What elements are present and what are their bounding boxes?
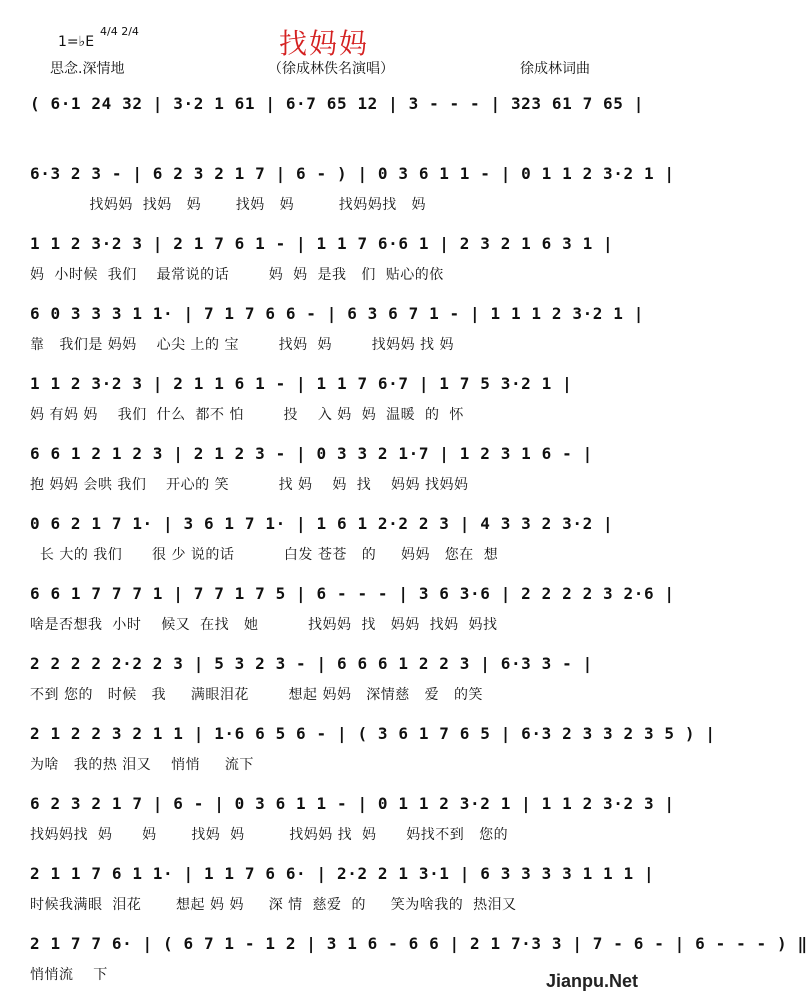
lyrics-line: 找妈妈找 妈 妈 找妈 妈 找妈妈 找 妈 妈找不到 您的 <box>30 827 509 843</box>
lyrics-line: 妈 小时候 我们 最常说的话 妈 妈 是我 们 贴心的依 <box>30 267 444 283</box>
notation-line: 6 6 1 2 1 2 3 | 2 1 2 3 - | 0 3 3 2 1·7 | 1 2 3 1 6 - | <box>30 444 593 463</box>
score-system <box>0 780 675 850</box>
lyrics-line: 长 大的 我们 很 少 说的话 白发 苍苍 的 妈妈 您在 想 <box>30 547 499 563</box>
notation-line: 1 1 2 3·2 3 | 2 1 1 6 1 - | 1 1 7 6·7 | 1 7 5 3·2 1 | <box>30 374 573 393</box>
score-system <box>0 850 655 920</box>
notation-line: 6 6 1 7 7 7 1 | 7 7 1 7 5 | 6 - - - | 3 6 3·6 | 2 2 2 2 3 2·6 | <box>30 584 675 603</box>
lyrics-line: 为啥 我的热 泪又 悄悄 流下 <box>30 757 254 773</box>
site-watermark: Jianpu.Net <box>545 971 638 991</box>
key-signature: 1=♭E <box>58 34 95 50</box>
lyrics-line: 时候我满眼 泪花 想起 妈 妈 深 情 慈爱 的 笑为啥我的 热泪又 <box>30 897 517 913</box>
lyrics-line: 靠 我们是 妈妈 心尖 上的 宝 找妈 妈 找妈妈 找 妈 <box>30 337 455 353</box>
notation-line: 2 1 2 2 3 2 1 1 | 1·6 6 5 6 - | ( 3 6 1 7 6 5 | 6·3 2 3 3 2 3 5 ) | <box>30 724 716 743</box>
notation-line: 6 0 3 3 3 1 1· | 7 1 7 6 6 - | 6 3 6 7 1 - | 1 1 1 2 3·2 1 | <box>30 304 644 323</box>
score-system <box>0 430 648 500</box>
lyrics-line: 找妈妈 找妈 妈 找妈 妈 找妈妈找 妈 <box>30 197 427 213</box>
composer-credit: 徐成林词曲 <box>520 61 590 77</box>
song-title: 找妈妈 <box>278 27 369 60</box>
lyrics-line: 不到 您的 时候 我 满眼泪花 想起 妈妈 深情慈 爱 的笑 <box>30 687 484 703</box>
time-signature: 4/4 2/4 <box>100 25 139 38</box>
score-system <box>0 710 716 780</box>
notation-line: ( 6·1 24 32 | 3·2 1 61 | 6·7 65 12 | 3 - - - | 323 61 7 65 | <box>30 94 644 113</box>
score-system <box>0 570 675 640</box>
tempo-mood-marking: 思念.深情地 <box>50 61 125 77</box>
notation-line: 2 1 1 7 6 1 1· | 1 1 7 6 6· | 2·2 2 1 3·1 | 6 3 3 3 3 1 1 1 | <box>30 864 655 883</box>
score-system <box>0 640 648 710</box>
score-body <box>0 80 808 990</box>
lyrics-line: 悄悄流 下 <box>30 967 108 983</box>
notation-line: 6 2 3 2 1 7 | 6 - | 0 3 6 1 1 - | 0 1 1 2 3·2 1 | 1 1 2 3·2 3 | <box>30 794 675 813</box>
lyrics-line: 抱 妈妈 会哄 我们 开心的 笑 找 妈 妈 找 妈妈 找妈妈 <box>30 477 469 493</box>
notation-line: 0 6 2 1 7 1· | 3 6 1 7 1· | 1 6 1 2·2 2 3 | 4 3 3 2 3·2 | <box>30 514 614 533</box>
lyrics-line: 妈 有妈 妈 我们 什么 都不 怕 投 入 妈 妈 温暖 的 怀 <box>30 407 464 423</box>
performer-credit: （徐成林佚名演唱） <box>268 61 394 77</box>
score-system <box>0 500 648 570</box>
notation-line: 1 1 2 3·2 3 | 2 1 7 6 1 - | 1 1 7 6·6 1 | 2 3 2 1 6 3 1 | <box>30 234 614 253</box>
notation-line: 2 1 7 7 6· | ( 6 7 1 - 1 2 | 3 1 6 - 6 6 | 2 1 7·3 3 | 7 - 6 - | 6 - - - ) ‖ <box>30 934 808 953</box>
score-system <box>0 150 675 220</box>
notation-line: 2 2 2 2 2·2 2 3 | 5 3 2 3 - | 6 6 6 1 2 2 3 | 6·3 3 - | <box>30 654 593 673</box>
lyrics-line: 啥是否想我 小时 候又 在找 她 找妈妈 找 妈妈 找妈 妈找 <box>30 617 498 633</box>
score-system <box>0 290 648 360</box>
notation-line: 6·3 2 3 - | 6 2 3 2 1 7 | 6 - ) | 0 3 6 1 1 - | 0 1 1 2 3·2 1 | <box>30 164 675 183</box>
score-system <box>0 80 648 150</box>
score-system <box>0 220 648 290</box>
score-system <box>0 360 648 430</box>
